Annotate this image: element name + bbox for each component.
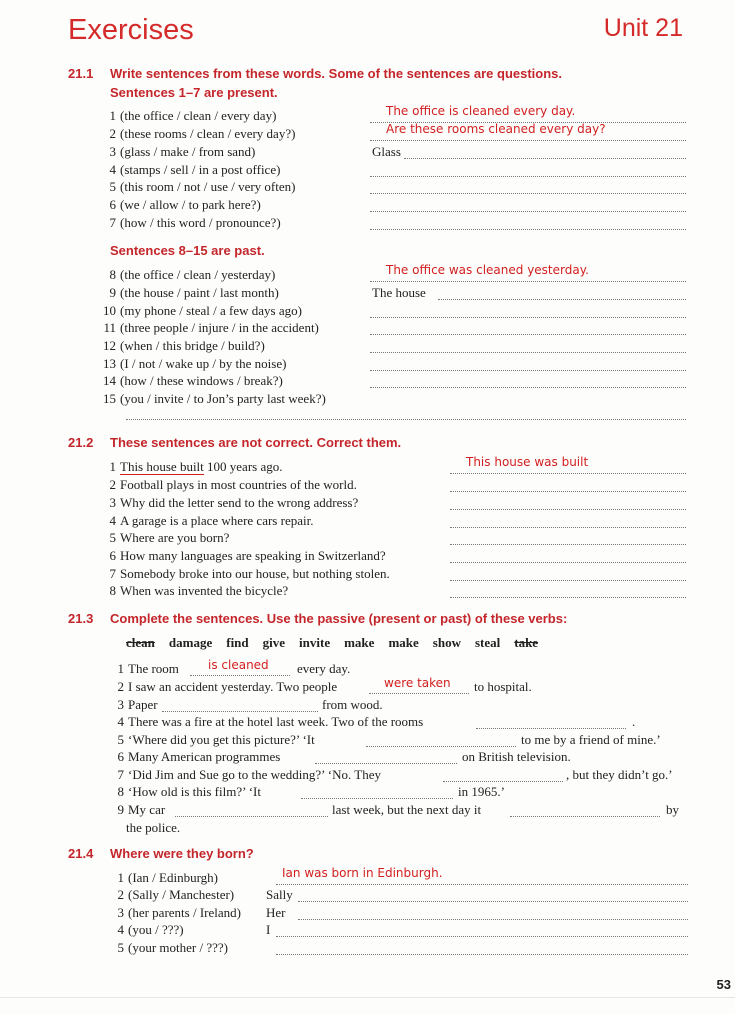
answer-s2-1[interactable]: This house was built xyxy=(466,455,589,469)
page-number: 53 xyxy=(716,977,731,992)
s4-item-5: 5 (your mother / ???) xyxy=(117,940,228,955)
s3-item-3: 3 Paper xyxy=(117,697,158,712)
answer-s1-8[interactable]: The office was cleaned yesterday. xyxy=(386,263,589,277)
s3-item-1: 1 The room xyxy=(117,661,179,676)
s2-item-6: 6 How many languages are speaking in Switzerland? xyxy=(109,548,386,563)
verb-invite: invite xyxy=(299,635,331,650)
s2-item-8: 8 When was invented the bicycle? xyxy=(109,583,289,598)
s2-item-7: 7 Somebody broke into our house, but nothing stolen. xyxy=(109,566,390,581)
s1-item-1: 1 (the office / clean / every day) xyxy=(109,108,277,123)
exercise-21-1-heading: 21.1 Write sentences from these words. Some of the sentences are questions. xyxy=(68,66,563,81)
verb-show: show xyxy=(432,635,461,650)
verb-damage: damage xyxy=(168,635,213,650)
s1-prefix-3: Glass xyxy=(372,144,401,159)
answer-s4-1[interactable]: Ian was born in Edinburgh. xyxy=(282,866,443,880)
past-subheading: Sentences 8–15 are past. xyxy=(110,243,265,258)
s1-item-4: 4 (stamps / sell / in a post office) xyxy=(109,162,281,177)
verb-take: take xyxy=(514,635,539,650)
verb-make: make xyxy=(344,635,375,650)
verb-list xyxy=(126,635,552,651)
s2-item-2: 2 Football plays in most countries of the world. xyxy=(109,477,357,492)
s3-item-5: 5 ‘Where did you get this picture?’ ‘It xyxy=(117,732,315,747)
s1-item-2: 2 (these rooms / clean / every day?) xyxy=(109,126,296,141)
exercise-21-3-heading: 21.3 Complete the sentences. Use the passive (present or past) of these verbs: xyxy=(68,611,568,626)
s1-item-11: 11 (three people / injure / in the accident) xyxy=(103,320,319,335)
unit-label: Unit 21 xyxy=(603,14,683,42)
s1-item-5: 5 (this room / not / use / very often) xyxy=(109,179,296,194)
s1-item-8: 8 (the office / clean / yesterday) xyxy=(109,267,276,282)
verb-find: find xyxy=(226,635,249,650)
s2-item-1: 1 This house built 100 years ago. xyxy=(109,459,283,474)
answer-s3-2[interactable]: were taken xyxy=(384,676,451,690)
s1-item-14: 14 (how / these windows / break?) xyxy=(103,373,283,388)
s4-item-3: 3 (her parents / Ireland) xyxy=(117,905,241,920)
s2-item-3: 3 Why did the letter send to the wrong address? xyxy=(109,495,359,510)
s3-item-4: 4 There was a fire at the hotel last week. Two of the rooms xyxy=(117,714,424,729)
verb-make: make xyxy=(388,635,419,650)
answer-s1-1[interactable]: The office is cleaned every day. xyxy=(386,104,576,118)
s1-item-13: 13 (I / not / wake up / by the noise) xyxy=(103,356,287,371)
s3-item-2: 2 I saw an accident yesterday. Two people xyxy=(117,679,338,694)
s4-item-2: 2 (Sally / Manchester) xyxy=(117,887,235,902)
s4-prefix-4: I xyxy=(266,922,271,937)
verb-give: give xyxy=(262,635,286,650)
s1-prefix-9: The house xyxy=(372,285,426,300)
exercise-21-4-heading: 21.4 Where were they born? xyxy=(68,846,254,861)
s1-item-6: 6 (we / allow / to park here?) xyxy=(109,197,261,212)
s4-prefix-2: Sally xyxy=(266,887,293,902)
s1-item-10: 10 (my phone / steal / a few days ago) xyxy=(103,303,302,318)
exercise-21-2-heading: 21.2 These sentences are not correct. Correct them. xyxy=(68,435,402,450)
verb-steal: steal xyxy=(474,635,501,650)
s2-item-4: 4 A garage is a place where cars repair. xyxy=(109,513,314,528)
s4-prefix-3: Her xyxy=(266,905,286,920)
s1-item-7: 7 (how / this word / pronounce?) xyxy=(109,215,281,230)
s4-item-4: 4 (you / ???) xyxy=(117,922,184,937)
s3-item-8: 8 ‘How old is this film?’ ‘It xyxy=(117,784,261,799)
s3-item-7: 7 ‘Did Jim and Sue go to the wedding?’ ‘No. They xyxy=(117,767,381,782)
s1-item-12: 12 (when / this bridge / build?) xyxy=(103,338,265,353)
page-title: Exercises xyxy=(68,14,194,46)
s4-item-1: 1 (Ian / Edinburgh) xyxy=(117,870,219,885)
answer-s1-2[interactable]: Are these rooms cleaned every day? xyxy=(386,122,606,136)
s1-item-15: 15 (you / invite / to Jon’s party last week?) xyxy=(103,391,326,406)
answer-s3-1[interactable]: is cleaned xyxy=(208,658,269,672)
s3-item-9: 9 My car xyxy=(117,802,166,817)
s2-item-5: 5 Where are you born? xyxy=(109,530,230,545)
footer-rule xyxy=(0,997,735,998)
s3-item-6: 6 Many American programmes xyxy=(117,749,281,764)
present-subheading: Sentences 1–7 are present. xyxy=(110,85,278,100)
s1-item-9: 9 (the house / paint / last month) xyxy=(109,285,279,300)
s1-item-3: 3 (glass / make / from sand) xyxy=(109,144,256,159)
verb-clean: clean xyxy=(126,635,155,650)
